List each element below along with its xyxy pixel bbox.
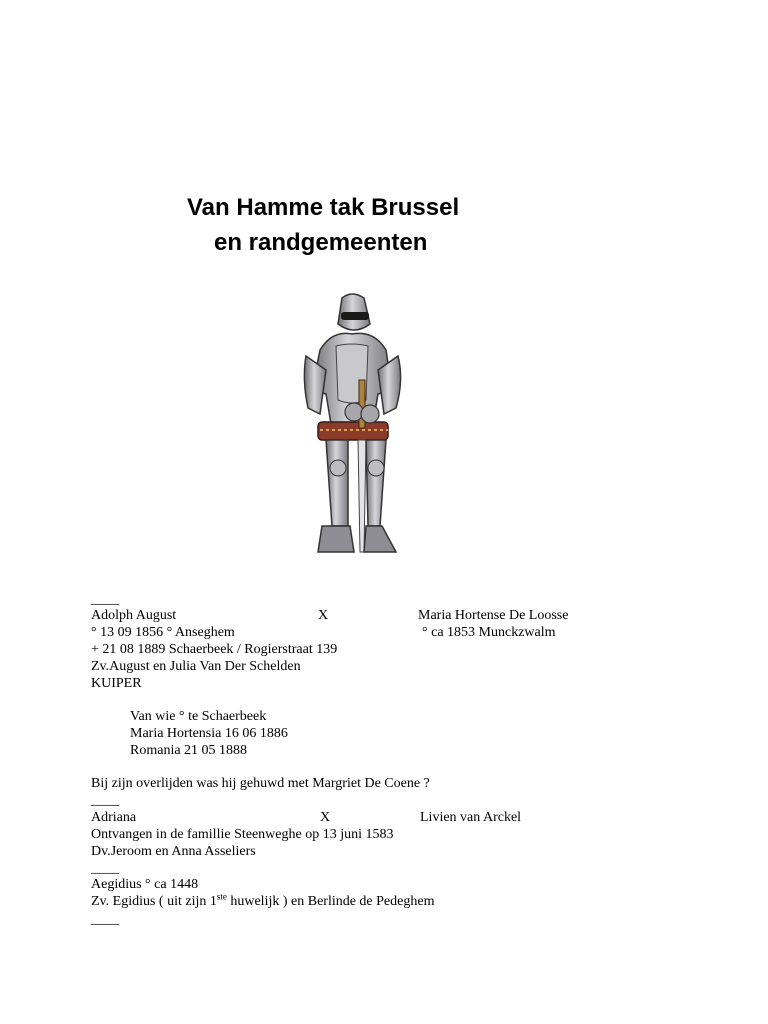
- separator-2: ____: [91, 793, 119, 808]
- entry3-parents-line: [91, 891, 435, 910]
- marriage-mark: X: [318, 608, 329, 623]
- page-title-line-2: en randgemeenten: [214, 229, 428, 256]
- children-intro: Van wie ° te Schaerbeek: [130, 709, 267, 724]
- birth-line: ° 13 09 1856 ° Anseghem: [91, 625, 235, 640]
- entry3-ordinal-suffix: ste: [216, 891, 227, 902]
- entry2-parents-line: Dv.Jeroom en Anna Asseliers: [91, 844, 256, 859]
- page-title-line-1: Van Hamme tak Brussel: [187, 194, 460, 221]
- entry2-husband-name: Livien van Arckel: [420, 810, 522, 825]
- knight-armor-illustration: [292, 290, 412, 560]
- entry3-parents-suffix: huwelijk ) en Berlinde de Pedeghem: [226, 894, 435, 909]
- separator-1: ____: [91, 592, 119, 607]
- entry3-name-line: Aegidius ° ca 1448: [91, 877, 199, 892]
- entry2-note-line: Ontvangen in de famillie Steenweghe op 13 juni 1583: [91, 827, 394, 842]
- entry3-parents-prefix: Zv. Egidius ( uit zijn 1: [91, 894, 217, 909]
- note-line: Bij zijn overlijden was hij gehuwd met Margriet De Coene ?: [91, 776, 430, 791]
- separator-3: ____: [91, 861, 119, 876]
- separator-4: ____: [91, 912, 119, 927]
- wife-birth-line: ° ca 1853 Munckzwalm: [422, 625, 556, 640]
- child-line-1: Maria Hortensia 16 06 1886: [130, 726, 288, 741]
- husband-name: Adolph August: [91, 608, 177, 623]
- occupation-line: KUIPER: [91, 676, 142, 691]
- entry2-wife-name: Adriana: [91, 810, 137, 825]
- entry2-marriage-mark: X: [320, 810, 331, 825]
- wife-name: Maria Hortense De Loosse: [418, 608, 569, 623]
- death-line: + 21 08 1889 Schaerbeek / Rogierstraat 139: [91, 642, 338, 657]
- parents-line: Zv.August en Julia Van Der Schelden: [91, 659, 301, 674]
- child-line-2: Romania 21 05 1888: [130, 743, 248, 758]
